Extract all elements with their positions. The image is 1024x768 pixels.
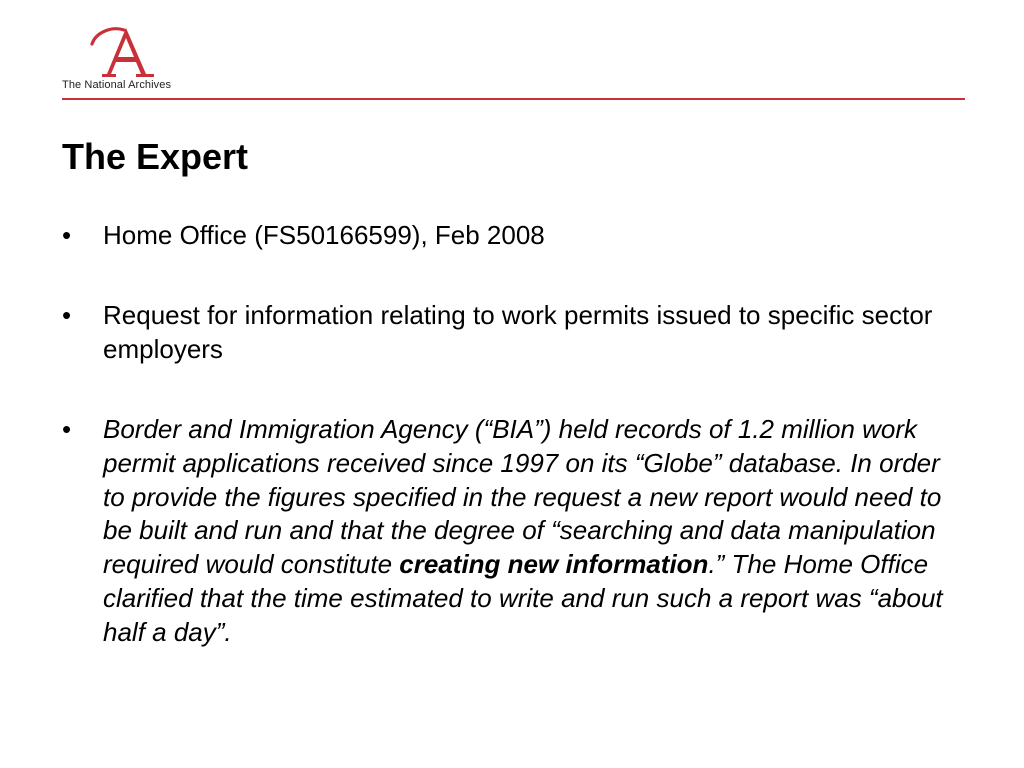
national-archives-logo [62,24,192,94]
national-archives-a-icon [86,24,156,80]
bullet-bia-records [62,413,962,650]
bullet-emphasis: creating new information [399,549,709,580]
bullet-text: Request for information relating to work permits issued to specific sector employers [103,300,933,364]
slide-title: The Expert [62,136,249,177]
bullet-text: Home Office (FS50166599), Feb 2008 [103,220,545,250]
logo-text: The National Archives [62,79,172,91]
bullet-text-part1: Border and Immigration Agency (“BIA”) held records of 1.2 million work permit applications received since 1997 on its “Globe” database. In order to provide the figures specified in the request a new report would need to be built and run and that the degree of “searching and data manipulation required would constitute [103,414,942,580]
bullet-request [62,298,962,366]
bullet-dot: • [62,220,72,250]
bullet-text-part2: .” The Home Office clarified that the time estimated to write and run such a report was “about half a day”. [103,549,943,647]
bullet-dot: • [62,300,72,330]
header-divider [62,98,965,100]
bullet-list [62,218,962,698]
bullet-dot: • [62,414,72,444]
bullet-case-reference [62,218,962,252]
